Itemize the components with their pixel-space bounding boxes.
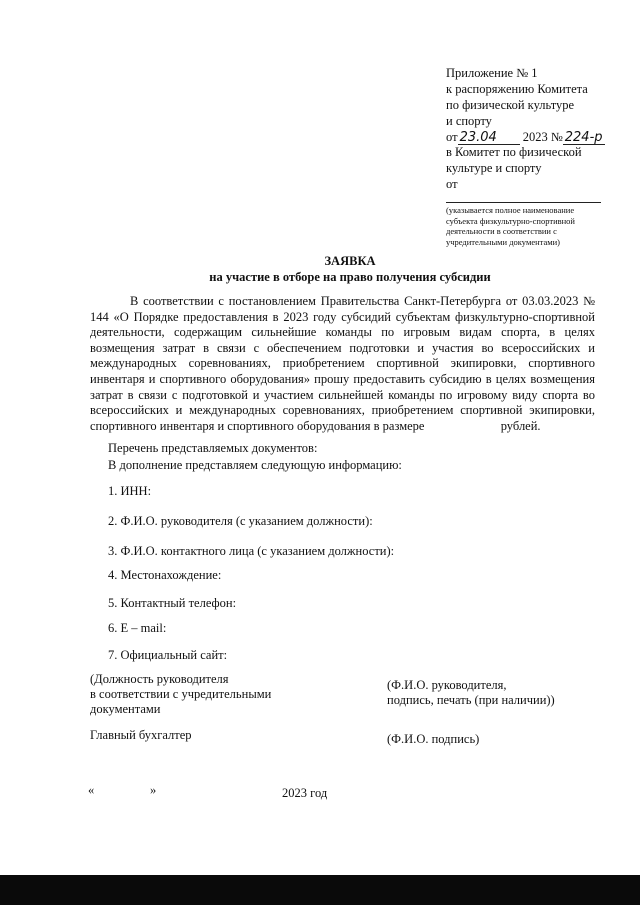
appendix-header (446, 65, 626, 145)
addressee-line-3: от (446, 177, 458, 191)
document-subtitle: на участие в отборе на право получения субсидии (209, 270, 491, 284)
accountant-signature: (Ф.И.О. подпись) (387, 732, 480, 746)
sig-right-line-2: подпись, печать (при наличии)) (387, 693, 555, 707)
field-director: 2. Ф.И.О. руководителя (с указанием должности): (108, 514, 373, 528)
date-year: 2023 год (282, 786, 328, 800)
application-paragraph (90, 294, 595, 434)
applicant-note (446, 205, 606, 247)
documents-list-label: Перечень представляемых документов: (108, 441, 318, 455)
sig-left-line-3: документами (90, 702, 161, 716)
addressee-line-2: культуре и спорту (446, 161, 542, 175)
year-number-label: 2023 № (522, 130, 563, 144)
note-line-2: субъекта физкультурно-спортивной (446, 215, 575, 226)
date-close-quote: » (150, 783, 157, 797)
note-line-3: деятельности в соответствии с (446, 226, 557, 236)
paragraph-text: В соответствии с постановлением Правительства Санкт-Петербурга от 03.03.2023 № 144 «О Порядке предоставления в 2023 году субсидий субъектам физкультурно-спортивной деятельности, содержащим сильнейшие команды по игровым видам спорта, в целях возмещения затрат в связи с обеспечением подготовки и участия во всероссийских и международных соревнованиях, приобретением спортивной экипировки, спортивного инвентаря и спортивного оборудования» прошу предоставить субсидию в целях возмещения затрат в связи с подготовкой и участием сильнейшей команды по игровому виду спорта во всероссийских и международных соревнованиях, приобретением спортивной экипировки, спортивного инвентаря и спортивного оборудования в размере (90, 294, 595, 433)
applicant-name-underline (446, 202, 601, 203)
field-phone: 5. Контактный телефон: (108, 596, 237, 610)
addressee-block (446, 144, 616, 192)
appendix-line-4: и спорту (446, 114, 492, 128)
sig-left-line-1: (Должность руководителя (90, 672, 229, 686)
field-website: 7. Официальный сайт: (108, 648, 228, 662)
signature-right (387, 678, 597, 708)
additional-info-label: В дополнение представляем следующую информацию: (108, 458, 402, 472)
rubles-label: рублей. (500, 418, 541, 433)
handwritten-number: 224-р (563, 131, 605, 145)
accountant-label: Главный бухгалтер (90, 728, 192, 742)
sig-right-line-1: (Ф.И.О. руководителя, (387, 678, 507, 692)
note-line-4: учредительными документами) (446, 236, 560, 247)
appendix-line-2: к распоряжению Комитета (446, 82, 588, 96)
signature-left (90, 672, 330, 717)
field-contact-person: 3. Ф.И.О. контактного лица (с указанием должности): (108, 544, 395, 558)
handwritten-date: 23.04 (458, 131, 520, 145)
field-email: 6. E – mail: (108, 621, 167, 635)
document-title: ЗАЯВКА (324, 254, 376, 268)
field-location: 4. Местонахождение: (108, 568, 222, 582)
appendix-date-line (446, 129, 626, 145)
date-prefix: от (446, 130, 458, 144)
sig-left-line-2: в соответствии с учредительными (90, 687, 272, 701)
appendix-line-3: по физической культуре (446, 98, 575, 112)
addressee-line-1: в Комитет по физической (446, 145, 582, 159)
note-line-1: (указывается полное наименование (446, 205, 575, 215)
date-open-quote: « (88, 783, 95, 797)
appendix-title: Приложение № 1 (446, 66, 538, 80)
field-inn: 1. ИНН: (108, 484, 152, 498)
scan-edge (0, 875, 640, 905)
